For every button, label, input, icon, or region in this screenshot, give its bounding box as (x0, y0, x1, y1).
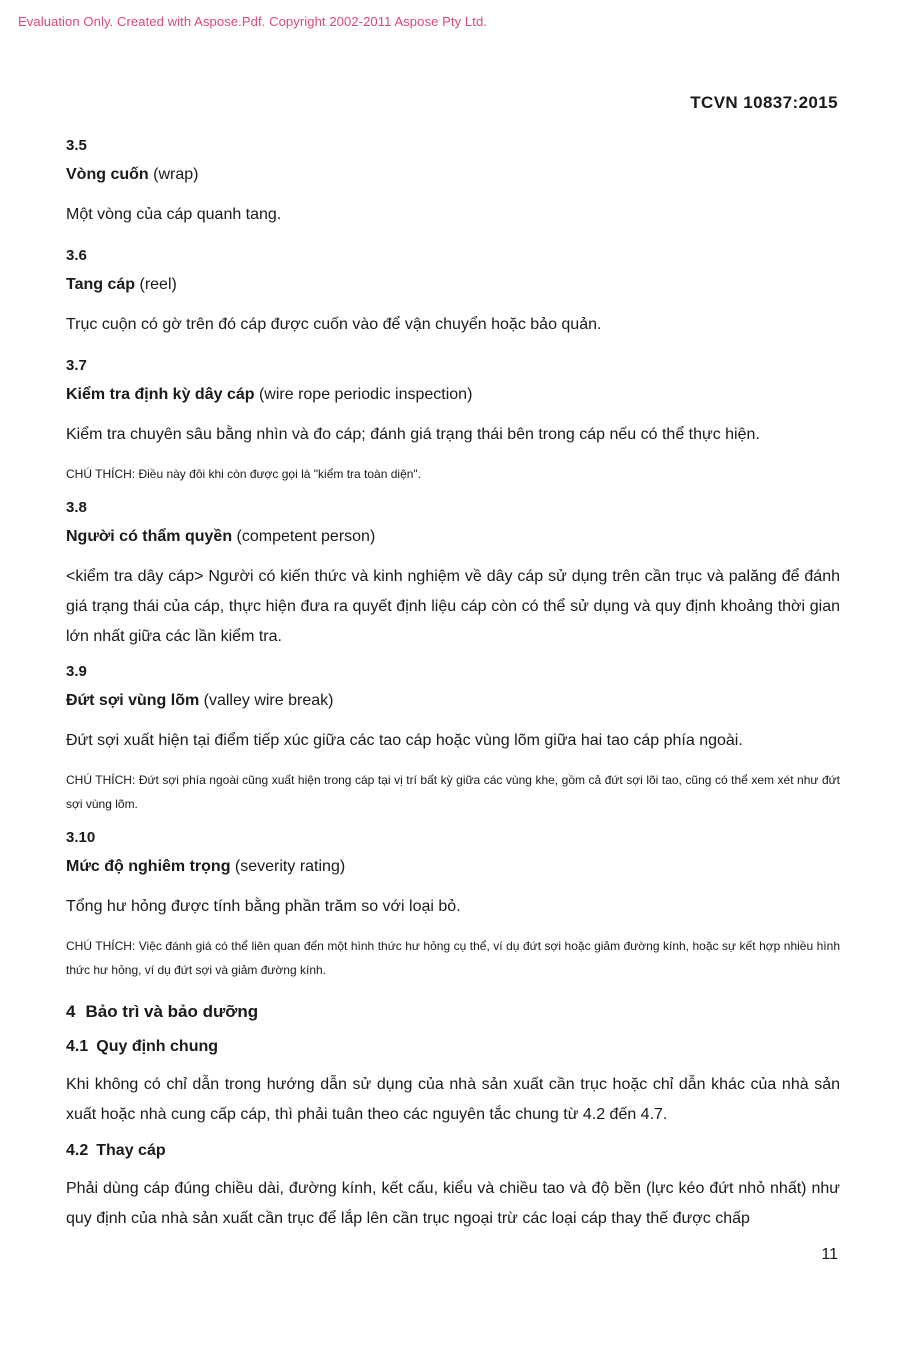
term-title (66, 384, 840, 406)
term-definition: Tổng hư hỏng được tính bằng phần trăm so với loại bỏ. (66, 898, 461, 915)
subsection-text: Khi không có chỉ dẫn trong hướng dẫn sử dụng của nhà sản xuất cần trục hoặc chỉ dẫn khác của nhà sản xuất hoặc nhà cung cấp cáp, thì phải tuân theo các nguyên tắc chung từ 4.2 đến 4.7. (66, 1076, 840, 1123)
term-title-en: (reel) (139, 276, 177, 293)
term-number: 3.6 (66, 247, 87, 264)
watermark-text: Evaluation Only. Created with Aspose.Pdf. Copyright 2002-2011 Aspose Pty Ltd. (18, 14, 487, 29)
term-note: CHÚ THÍCH: Điều này đôi khi còn được gọi là "kiểm tra toàn diện". (66, 467, 422, 481)
term-number: 3.7 (66, 357, 87, 374)
term-title (66, 164, 840, 186)
term-number: 3.10 (66, 829, 96, 846)
term-definition: Trục cuộn có gờ trên đó cáp được cuốn vào để vận chuyển hoặc bảo quản. (66, 316, 602, 333)
section-number: 4 (66, 1002, 76, 1021)
subsection-title: Thay cáp (96, 1142, 166, 1159)
term-number: 3.5 (66, 137, 87, 154)
term-title-en: (competent person) (236, 528, 376, 545)
term-definition: Một vòng của cáp quanh tang. (66, 206, 282, 223)
term-title (66, 526, 840, 548)
term-definition: Đứt sợi xuất hiện tại điểm tiếp xúc giữa các tao cáp hoặc vùng lõm giữa hai tao cáp phía ngoài. (66, 732, 743, 749)
term-note: CHÚ THÍCH: Đứt sợi phía ngoài cũng xuất hiện trong cáp tại vị trí bất kỳ giữa các vùng khe, gồm cả đứt sợi lõi tao, cũng có thể xem xét như đứt sợi vùng lõm. (66, 773, 840, 811)
term-title-vi: Tang cáp (66, 276, 136, 293)
term-number: 3.9 (66, 663, 87, 680)
page-number: 11 (821, 1246, 838, 1263)
term-note: CHÚ THÍCH: Việc đánh giá có thể liên quan đến một hình thức hư hỏng cụ thể, ví dụ đứt sợi hoặc giảm đường kính, hoặc sự kết hợp nhiều hình thức hư hỏng, ví dụ đứt sợi và giảm đường kính. (66, 939, 840, 977)
subsection-heading (66, 1140, 840, 1162)
term-definition: Kiểm tra chuyên sâu bằng nhìn và đo cáp; đánh giá trạng thái bên trong cáp nếu có thể thực hiện. (66, 426, 760, 443)
term-title-vi: Kiểm tra định kỳ dây cáp (66, 386, 255, 403)
term-title-en: (wrap) (153, 166, 199, 183)
term-title (66, 690, 840, 712)
term-title (66, 274, 840, 296)
term-definition: <kiểm tra dây cáp> Người có kiến thức và kinh nghiệm về dây cáp sử dụng trên cần trục và palăng để đánh giá trạng thái của cáp, thực hiện đưa ra quyết định liệu cáp còn có thể sử dụng và quy định khoảng thời gian lớn nhất giữa các lần kiểm tra. (66, 568, 840, 645)
term-title-vi: Người có thẩm quyền (66, 528, 233, 545)
term-title-vi: Đứt sợi vùng lõm (66, 692, 200, 709)
term-title (66, 856, 840, 878)
term-title-vi: Mức độ nghiêm trọng (66, 858, 231, 875)
term-title-en: (wire rope periodic inspection) (258, 386, 473, 403)
term-title-en: (valley wire break) (203, 692, 334, 709)
subsection-text: Phải dùng cáp đúng chiều dài, đường kính, kết cấu, kiểu và chiều tao và độ bền (lực kéo đứt nhỏ nhất) như quy định của nhà sản xuất cần trục để lắp lên cần trục ngoại trừ các loại cáp thay thế được chấp (66, 1180, 840, 1227)
section-title: Bảo trì và bảo dưỡng (85, 1002, 259, 1021)
subsection-number: 4.1 (66, 1038, 89, 1055)
document-code: TCVN 10837:2015 (690, 93, 838, 112)
section-heading (66, 1000, 840, 1024)
subsection-heading (66, 1036, 840, 1058)
term-title-en: (severity rating) (234, 858, 346, 875)
term-title-vi: Vòng cuốn (66, 166, 149, 183)
subsection-title: Quy định chung (96, 1038, 219, 1055)
subsection-number: 4.2 (66, 1142, 89, 1159)
page-content (66, 136, 840, 1244)
term-number: 3.8 (66, 499, 87, 516)
